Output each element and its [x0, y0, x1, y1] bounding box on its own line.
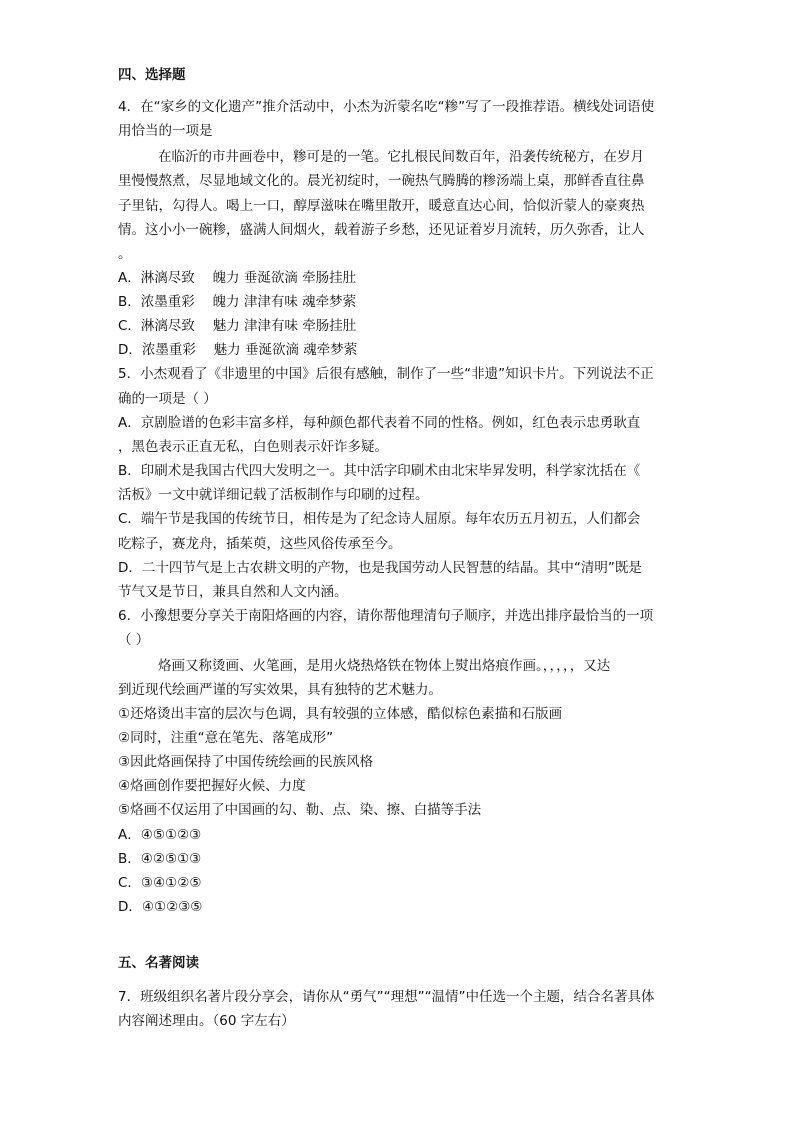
q4-passage-line-3: 子里钻，勾得人。喝上一口，醇厚滋味在嘴里散开，暖意直达心间，恰似沂蒙人的豪爽热	[118, 198, 645, 214]
q4-stem-line-1: 4．在“家乡的文化遗产”推介活动中，小杰为沂蒙名吃“糁”写了一段推荐语。横线处词语使	[118, 99, 655, 115]
q4-stem-line-2: 用恰当的一项是	[118, 123, 213, 139]
q4-passage-line-4: 情。这小小一碗糁，盛满人间烟火，载着游子乡愁，还见证着岁月流转，历久弥香，让人	[118, 222, 645, 238]
q4-option-a: A．淋漓尽致 魄力 垂涎欲滴 牵肠挂肚	[118, 270, 357, 286]
q6-stem-line-2: （ ）	[118, 632, 150, 648]
q7-line-2: 内容阐述理由。（60 字左右）	[118, 1013, 295, 1029]
q6-passage-line-2: 到近现代绘画严谨的写实效果，具有独特的艺术魅力。	[118, 682, 442, 698]
q6-option-b: B．④②⑤①③	[118, 851, 202, 867]
q4-option-c: C．淋漓尽致 魅力 津津有味 牵肠挂肚	[118, 318, 357, 334]
q5-option-b-line-2: 活板》一文中就详细记载了活板制作与印刷的过程。	[118, 487, 429, 503]
q6-sentence-4: ④烙画创作要把握好火候、力度	[118, 778, 306, 794]
q6-sentence-2: ②同时，注重“意在笔先、落笔成形”	[118, 730, 334, 746]
q4-option-b: B．浓墨重彩 魄力 津津有味 魂牵梦萦	[118, 294, 357, 310]
q6-sentence-3: ③因此烙画保持了中国传统绘画的民族风格	[118, 754, 374, 770]
q4-passage-line-5: 。	[118, 246, 132, 262]
q5-option-c-line-1: C．端午节是我国的传统节日，相传是为了纪念诗人屈原。每年农历五月初五，人们都会	[118, 511, 641, 527]
q5-option-b-line-1: B．印刷术是我国古代四大发明之一。其中活字印刷术由北宋毕昇发明，科学家沈括在《	[118, 463, 641, 479]
q5-stem-line-1: 5．小杰观看了《非遗里的中国》后很有感触，制作了一些“非遗”知识卡片。下列说法不正	[118, 366, 654, 382]
q4-option-d: D．浓墨重彩 魅力 垂涎欲滴 魂牵梦萦	[118, 342, 358, 358]
q4-passage-line-2: 里慢慢熬煮，尽显地域文化的。晨光初绽时，一碗热气腾腾的糁汤端上桌，那鲜香直往鼻	[118, 173, 645, 189]
q4-passage-line-1: 在临沂的市井画卷中，糁可是的一笔。它扎根民间数百年，沿袭传统秘方，在岁月	[158, 149, 644, 165]
q6-option-d: D．④①②③⑤	[118, 899, 203, 915]
q6-sentence-5: ⑤烙画不仅运用了中国画的勾、勒、点、染、擦、白描等手法	[118, 802, 482, 818]
q5-stem-line-2: 确的一项是（ ）	[118, 391, 217, 407]
section-title-choice: 四、选择题	[118, 67, 186, 83]
q5-option-d-line-1: D．二十四节气是上古农耕文明的产物，也是我国劳动人民智慧的结晶。其中“清明”既是	[118, 560, 642, 576]
q6-sentence-1: ①还烙烫出丰富的层次与色调，具有较强的立体感，酷似棕色素描和石版画	[118, 706, 563, 722]
q5-option-d-line-2: 节气又是节日，兼具自然和人文内涵。	[118, 584, 348, 600]
q5-option-a-line-2: ，黑色表示正直无私，白色则表示奸诈多疑。	[118, 439, 388, 455]
q6-passage-line-1: 烙画又称烫画、火笔画，是用火烧热烙铁在物体上熨出烙痕作画。，，，，，又达	[158, 658, 611, 674]
q5-option-c-line-2: 吃粽子，赛龙舟，插茱萸，这些风俗传承至今。	[118, 536, 402, 552]
section-title-classics: 五、名著阅读	[118, 955, 199, 971]
q7-line-1: 7．班级组织名著片段分享会，请你从“勇气”“理想”“温情”中任选一个主题，结合名著具体	[118, 989, 655, 1005]
q6-stem-line-1: 6．小豫想要分享关于南阳烙画的内容，请你帮他理清句子顺序，并选出排序最恰当的一项	[118, 608, 654, 624]
q6-option-a: A．④⑤①②③	[118, 827, 202, 843]
q6-option-c: C．③④①②⑤	[118, 875, 202, 891]
q5-option-a-line-1: A．京剧脸谱的色彩丰富多样，每种颜色都代表着不同的性格。例如，红色表示忠勇耿直	[118, 415, 641, 431]
